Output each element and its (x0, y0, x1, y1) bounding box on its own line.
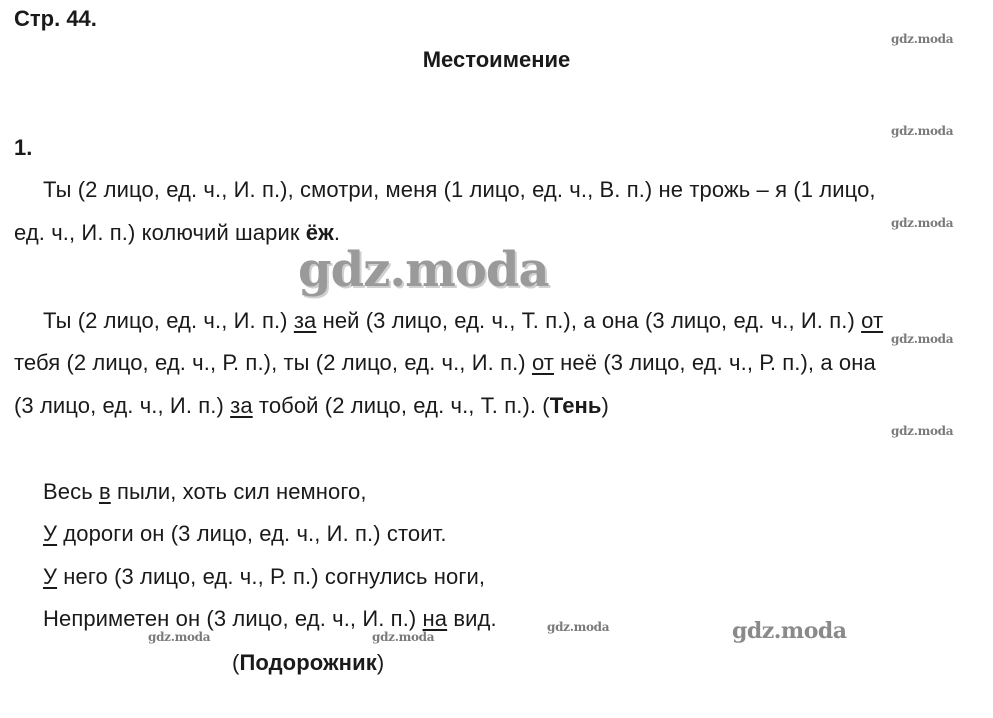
watermark: gdz.moda (891, 216, 954, 230)
text-segment: ) (601, 393, 609, 418)
text-segment: пыли, хоть сил немного, (110, 479, 367, 504)
underlined-preposition: от (531, 350, 554, 375)
text-segment: дороги он (3 лицо, ед. ч., И. п.) стоит. (57, 521, 447, 546)
underlined-preposition: за (230, 393, 253, 418)
paragraph-2-line-2 (14, 350, 876, 376)
text-segment: Неприметен он (3 лицо, ед. ч., И. п.) (43, 606, 423, 631)
watermark-medium: gdz.moda (732, 618, 847, 644)
underlined-preposition: от (861, 308, 884, 333)
underlined-preposition: в (98, 479, 111, 504)
watermark-large: gdz.moda (298, 242, 549, 298)
task-number: 1. (14, 135, 33, 160)
text-segment: (3 лицо, ед. ч., И. п.) (14, 393, 231, 418)
page-label: Стр. 44. (14, 6, 97, 31)
paragraph-2-line-1 (43, 308, 883, 334)
underlined-preposition: У (43, 564, 58, 589)
paragraph-1-line-2 (14, 220, 340, 246)
watermark: gdz.moda (547, 620, 610, 634)
text-segment: неё (3 лицо, ед. ч., Р. п.), а она (553, 350, 876, 375)
poem-line-2 (43, 521, 447, 547)
poem-line-4 (43, 606, 497, 632)
watermark: gdz.moda (891, 424, 954, 438)
text-segment: ) (376, 650, 385, 675)
watermark: gdz.moda (891, 332, 954, 346)
text-segment: ед. ч., И. п.) колючий шарик (14, 220, 306, 245)
watermark: gdz.moda (372, 630, 435, 644)
poem-answer (232, 650, 384, 676)
underlined-preposition: за (293, 308, 317, 333)
text-segment: вид. (447, 606, 497, 631)
text-segment: Весь (43, 479, 99, 504)
text-segment: Ты (2 лицо, ед. ч., И. п.) (43, 308, 294, 333)
underlined-preposition: У (43, 521, 58, 546)
text-segment: него (3 лицо, ед. ч., Р. п.) согнулись ноги, (57, 564, 486, 589)
watermark: gdz.moda (891, 124, 954, 138)
bold-answer: Подорожник (239, 650, 377, 675)
text-segment: ней (3 лицо, ед. ч., Т. п.), а она (3 лицо, ед. ч., И. п.) (316, 308, 862, 333)
text-segment: . (333, 220, 341, 245)
text-segment: тобой (2 лицо, ед. ч., Т. п.). ( (252, 393, 550, 418)
text-segment: ( (232, 650, 240, 675)
bold-answer: Тень (549, 393, 602, 418)
watermark: gdz.moda (891, 32, 954, 46)
poem-line-3 (43, 564, 485, 590)
text-segment: тебя (2 лицо, ед. ч., Р. п.), ты (2 лицо, ед. ч., И. п.) (14, 350, 532, 375)
page-title: Местоимение (422, 47, 571, 72)
watermark: gdz.moda (148, 630, 211, 644)
poem-line-1 (43, 479, 367, 505)
paragraph-1-line-1: Ты (2 лицо, ед. ч., И. п.), смотри, меня (1 лицо, ед. ч., В. п.) не трожь – я (1 лицо, (43, 177, 876, 202)
paragraph-2-line-3 (14, 393, 609, 419)
bold-answer: ёж (305, 220, 334, 245)
underlined-preposition: на (422, 606, 448, 631)
